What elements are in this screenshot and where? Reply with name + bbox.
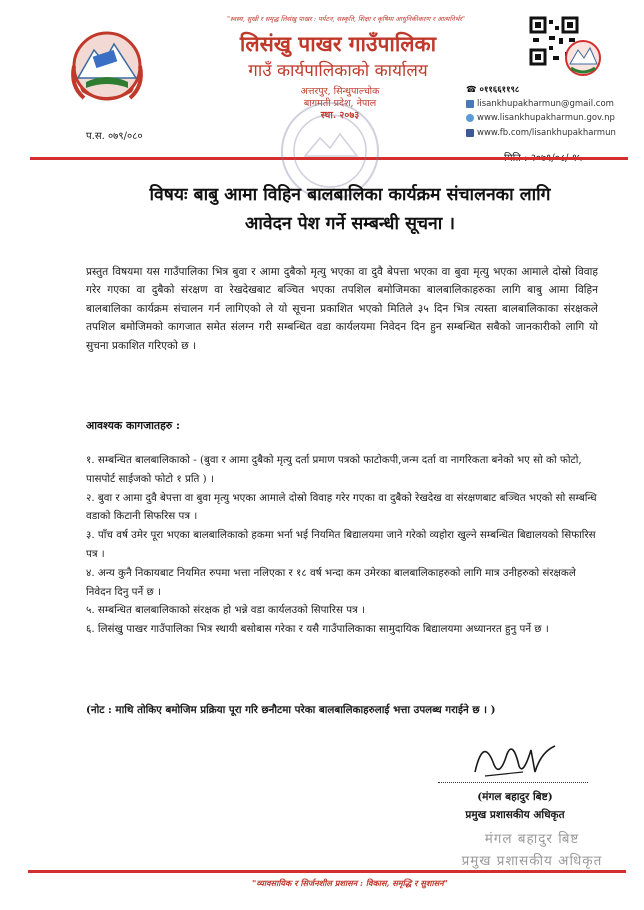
- contact-email-row: [466, 97, 641, 112]
- subject-line-2: आवेदन पेश गर्ने सम्बन्धी सूचना ।: [245, 214, 455, 234]
- note-text: (नोट : माथि तोकिए बमोजिम प्रक्रिया पूरा गरि छनौटमा परेका बालबालिकाहरुलाई भत्ता उपलब्ध गराईने छ । ): [86, 704, 496, 716]
- globe-icon: [466, 114, 474, 122]
- signatory-block: [440, 788, 590, 824]
- email-icon: [466, 100, 474, 108]
- signature-line: [438, 772, 588, 783]
- facebook-icon: [466, 129, 474, 137]
- phone-number[interactable]: ☎ ०११६६११९८: [466, 84, 520, 95]
- requirement-item: ६. लिसंखु पाखर गाउँपालिका भित्र स्थायी बसोबास गरेका र यसै गाउँपालिकाका सामुदायिक बिद्यालयमा अध्यानरत हुनु पर्ने छ ।: [86, 623, 549, 636]
- reference-number: प.स. ०७९/०८०: [86, 131, 143, 142]
- top-slogan: "स्वस्थ, सुखी र समृद्ध लिसंखु पाखर : पर्यटन, सस्कृति, शिक्षा र कृषिमा आधुनिकीकरण र आत्मनिर्भर": [227, 15, 465, 23]
- municipality-name: लिसंखु पाखर गाउँपालिका: [239, 31, 437, 56]
- contact-info: [466, 82, 641, 140]
- signatory-name: (मंगल बहादुर बिष्ट): [477, 791, 553, 803]
- contact-phone-row: [466, 82, 641, 97]
- signatory-title: प्रमुख प्रशासकीय अधिकृत: [465, 809, 565, 821]
- name-stamp: [452, 828, 612, 872]
- office-name: गाउँ कार्यपालिकाको कार्यालय: [248, 61, 428, 81]
- contact-facebook-row: [466, 126, 641, 141]
- requirement-item: २. बुवा र आमा दुवै बेपत्ता वा बुवा मृत्यु भएका आमाले दोस्रो विवाह गरेर गएका वा दुबैको रेखदेख वा संरक्षणबाट बञ्चित भएको सो सम्बन्धि वडाको किटानी सिफरिस पत्र ।: [86, 491, 597, 523]
- notice-body: प्रस्तुत विषयमा यस गाउँपालिका भित्र बुवा र आमा दुबैको मृत्यु भएका वा दुवै बेपत्ता भएका वा बुवा मृत्यु भएका आमाले दोस्रो विवाह गरेर गएका वा दुबैको संरक्षण वा रेखदेखबाट बञ्चित भएका तपशिल बमोजिमका बालबालिकाहरुका लागि बाबु आमा विहिन बालबालिका कार्यक्रम संचालन गर्न लागिएको ले यो सूचना प्रकाशित भएको मितिले ३५ दिन भित्र त्यस्ता बालबालिकाका संरक्षकले तपशिल बमोजिमको कागजात समेत संलग्न गरी सम्बन्धित वडा कार्यलयमा निवेदन दिन हुन सम्बन्धित सबैको जानकारीको लागि यो सुचना प्रकाशित गरिएको छ ।: [86, 266, 598, 352]
- municipality-mini-logo: [563, 36, 603, 80]
- email-address[interactable]: lisankhupakharmun@gmail.com: [477, 98, 614, 109]
- requirement-item: ४. अन्य कुनै निकायबाट नियमित रुपमा भत्ता नलिएका र १८ वर्ष भन्दा कम उमेरका बालबालिकाहरुको लागि मात्र उनीहरुको संरक्षकले निवेदन दिनु पर्ने छ ।: [86, 566, 576, 598]
- stamp-title: प्रमुख प्रशासकीय अधिकृत: [461, 853, 603, 869]
- footer-slogan: "व्यावसायिक र सिर्जनशील प्रशासन : विकास, समृद्धि र सुशासन": [252, 878, 448, 888]
- requirement-item: ३. पाँच वर्ष उमेर पूरा भएका बालबालिकाको हकमा भर्ना भई नियमित बिद्यालयमा जाने गरेको व्यहोरा खुल्ने सम्बन्धित बिद्यालयको सिफारिस पत्र ।: [86, 529, 596, 560]
- stamp-name: मंगल बहादुर बिष्ट: [484, 831, 580, 847]
- footer-divider: [28, 870, 626, 873]
- requirement-item: ५. सम्बन्धित बालबालिकाको संरक्षक हो भन्ने वडा कार्यलउको सिपारिस पत्र ।: [86, 604, 365, 617]
- requirements-list: [86, 451, 602, 639]
- subject-heading: [60, 181, 640, 239]
- address-line1: अत्तरपुर, सिन्धुपाल्चोक: [300, 86, 380, 97]
- nepal-emblem-logo: [64, 26, 150, 106]
- contact-website-row: [466, 111, 641, 126]
- subject-line-1: विषयः बाबु आमा विहिन बालबालिका कार्यक्रम संचालनका लागि: [149, 185, 551, 205]
- requirements-heading: आवश्यक कागजातहरु :: [86, 419, 181, 432]
- website-address[interactable]: www.lisankhupakharmun.gov.np: [477, 113, 615, 124]
- address-line2: बागमती प्रदेश, नेपाल: [303, 98, 377, 109]
- requirement-item: १. सम्बन्धित बालबालिकाको - (बुवा र आमा दुबैको मृत्यु दर्ता प्रमाण पत्रको फाटोकपी,जन्म दर्ता वा नागरिकता बनेको भए सो को फोटो, पासपोर्ट साईजको फोटो १ प्रति ) ।: [86, 454, 582, 485]
- facebook-address[interactable]: www.fb.com/lisankhupakharmun: [477, 127, 616, 138]
- established-year: स्था. २०७३: [320, 110, 360, 121]
